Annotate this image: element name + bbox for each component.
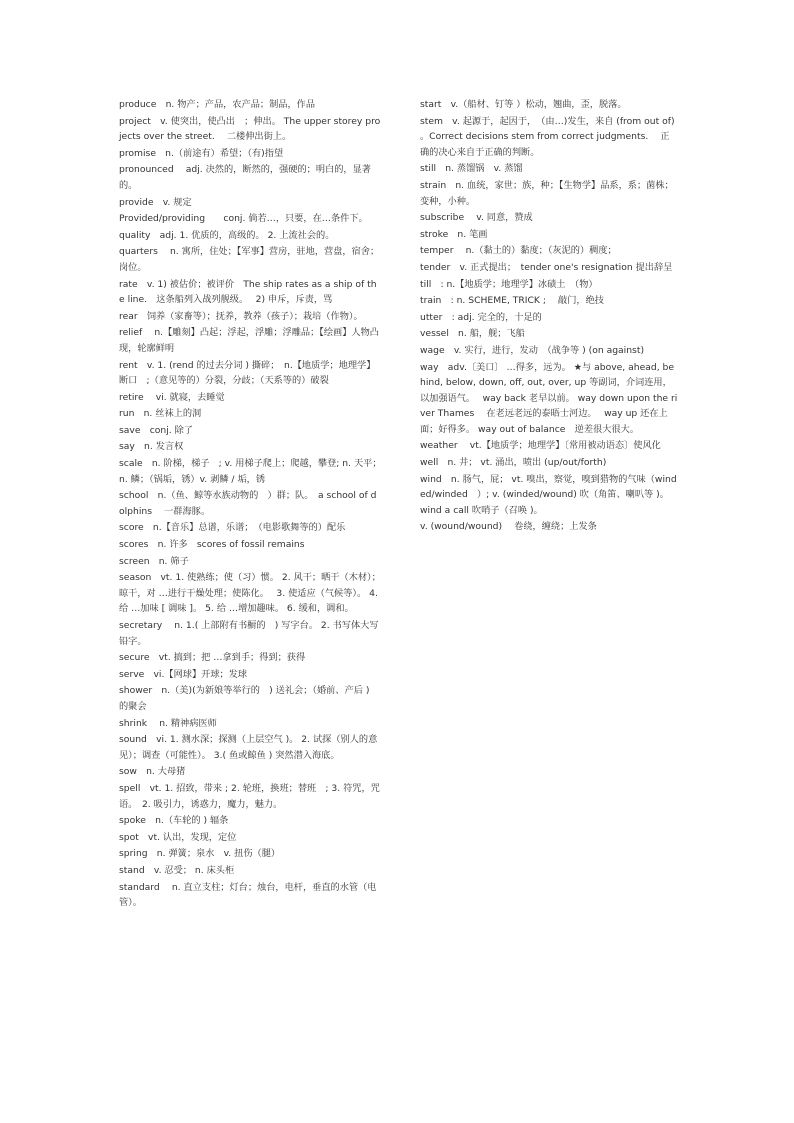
vocab-entry: rent v. 1. (rend 的过去分词 ) 撕碎； n.【地质学；地理学】断口 ;（意见等的）分裂，分歧；（天系等的）破裂	[119, 359, 376, 387]
vocab-entry: train : n. SCHEME, TRICK ; 敲门，绝技	[420, 295, 604, 307]
vocab-entry: strain n. 血统，家世；族，种；【生物学】品系，系；菌株；变种，小种。	[420, 179, 674, 207]
vocab-entry: scale n. 阶梯，梯子 ; v. 用梯子爬上；爬越，攀登; n. 天平； n. 鳞；（锅垢，锈）v. 剥鳞 / 垢，锈	[119, 458, 387, 485]
vocab-entry: stroke n. 笔画	[420, 228, 488, 240]
vocab-entry: spring n. 弹簧；泉水 v. 扭伤（腿）	[119, 848, 281, 860]
vocab-entry: quality adj. 1. 优质的，高级的。 2. 上流社会的。	[119, 229, 335, 241]
vocab-entry: relief n.【雕刻】凸起；浮起，浮雕；浮雕品；【绘画】人物凸现，轮廓鲜明	[119, 327, 379, 354]
vocab-entry: season vt. 1. 使熟练；使（习）惯。 2. 风干；晒干（木材）；晾干，对 …进行干燥处理；使陈化。 3. 使适应（气候等）。 4. 给 …加味 [ 调味 ]。 5. 给 …增加趣味。 6. 缓和，调和。	[119, 572, 381, 615]
vocab-entry: spoke n.（车轮的 ) 辐条	[119, 815, 229, 827]
vocab-entry: subscribe v. 同意，赞成	[420, 212, 533, 224]
vocab-entry: shower n.（美)(为新娘等举行的 ) 送礼会；（婚前、产后 ) 的聚会	[119, 685, 373, 712]
vocab-entry: rate v. 1) 被估价；被评价 The ship rates as a ship of the line. 这条船列入战列舰级。 2) 申斥，斥责，骂	[119, 278, 377, 306]
vocab-entry: v. (wound/wound) 卷绕，缠绕；上发条	[420, 521, 597, 533]
vocab-entry: spell vt. 1. 招致，带来 ; 2. 轮班，换班；替班 ; 3. 符咒，咒语。 2. 吸引力，诱惑力，魔力，魅力。	[119, 782, 380, 810]
vocab-entry: provide v. 规定	[119, 196, 192, 208]
vocab-entry: promise n.（前途有）希望；（有)指望	[119, 147, 284, 159]
vocab-entry: stand v. 忍受； n. 床头柜	[119, 864, 235, 876]
vocab-entry: shrink n. 精神病医师	[119, 717, 217, 729]
vocab-entry: rear 饲养（家畜等）；抚养，教养（孩子）；栽培（作物）。	[119, 310, 363, 322]
vocab-entry: temper n.（黏土的）黏度；（灰泥的）稠度；	[420, 245, 617, 257]
vocab-entry: wind n. 肠气，屁； vt. 嗅出，察觉，嗅到猎物的气味（winded/winded ）; v. (winded/wound) 吹（角笛、喇叭等 )。 wind a call 吹哨子（召唤 )。	[420, 473, 677, 516]
vocab-entry: secretary n. 1.( 上部附有书橱的 ) 写字台。 2. 书写体大写铅字。	[119, 620, 379, 647]
vocab-entry: secure vt. 搞到；把 …拿到手；得到；获得	[119, 652, 306, 664]
vocab-entry: well n. 井； vt. 涌出，喷出 (up/out/forth)	[420, 457, 607, 469]
vocab-entry: screen n. 筛子	[119, 555, 189, 567]
vocab-entry: say n. 发言权	[119, 441, 184, 453]
vocab-entry: sow n. 大母猪	[119, 766, 186, 778]
vocab-entry: score n.【音乐】总谱，乐谱； （电影歌舞等的）配乐	[119, 522, 346, 534]
vocab-entry: project v. 使突出，使凸出 ；伸出。 The upper storey projects over the street. 二楼伸出街上。	[119, 115, 381, 143]
vocab-entry: start v.（船材、钉等 ）松动，翘曲，歪，脱落。	[420, 99, 627, 110]
vocab-entry: pronounced adj. 决然的，断然的，强硬的；明白的，显著的。	[119, 164, 371, 191]
vocab-entry: stem v. 起源于，起因于， （由…)发生，来自 (from out of) 。Correct decisions stem from correct judgments. 正确的决心来自于正确的判断。	[420, 115, 687, 158]
vocab-entry: save conj. 除了	[119, 424, 193, 436]
vocab-entry: scores n. 许多 scores of fossil remains	[119, 539, 305, 551]
vocab-entry: still n. 蒸馏锅 v. 蒸馏	[420, 163, 523, 175]
vocab-entry: weather vt.【地质学；地理学】〔常用被动语态〕使风化	[420, 440, 661, 452]
vocab-entry: spot vt. 认出，发现，定位	[119, 831, 237, 843]
left-column	[119, 97, 387, 912]
vocab-entry: standard n. 直立支柱；灯台；烛台，电杆，垂直的水管（电管）。	[119, 881, 377, 909]
right-column	[420, 97, 687, 536]
vocab-entry: utter : adj. 完全的，十足的	[420, 311, 542, 323]
vocab-entry: tender v. 正式提出； tender one's resignation 提出辞呈	[420, 261, 673, 273]
vocab-entry: retire vi. 就寝，去睡觉	[119, 391, 225, 403]
vocab-entry: wage v. 实行，进行，发动 （战争等 ) (on against)	[420, 344, 645, 356]
vocab-entry: produce n. 物产；产品，农产品；制品，作品	[119, 99, 316, 110]
vocab-entry: way adv.〔美口〕 …得多，远为。 ★与 above, ahead, behind, below, down, off, out, over, up 等副词，介词连用，以加强语气。 way back 老早以前。 way down upon the river Thames 在老远老远的泰晤士河边。 way up 还在上面；好得多。 way out of balance 逆差很大很大。	[420, 361, 678, 435]
vocab-entry: run n. 丝袜上的洞	[119, 408, 202, 420]
vocab-entry: school n.（鱼、鲸等水族动物的 ）群；队。 a school of dolphins 一群海豚。	[119, 490, 377, 517]
vocab-entry: serve vi.【网球】开球；发球	[119, 668, 248, 680]
vocab-entry: till : n.【地质学；地理学】冰碛土 （物）	[420, 278, 598, 290]
vocab-entry: quarters n. 寓所，住处；【军事】营房，驻地，营盘，宿舍；岗位。	[119, 246, 380, 273]
vocab-entry: sound vi. 1. 测水深；探测（上层空气 )。 2. 试探（别人的意见）；调查（可能性）。 3.( 鱼或鲸鱼 ) 突然潜入海底。	[119, 734, 378, 761]
vocab-entry: Provided/providing conj. 倘若…，只要，在…条件下。	[119, 213, 368, 225]
vocab-entry: vessel n. 船，舰；飞船	[420, 328, 525, 340]
